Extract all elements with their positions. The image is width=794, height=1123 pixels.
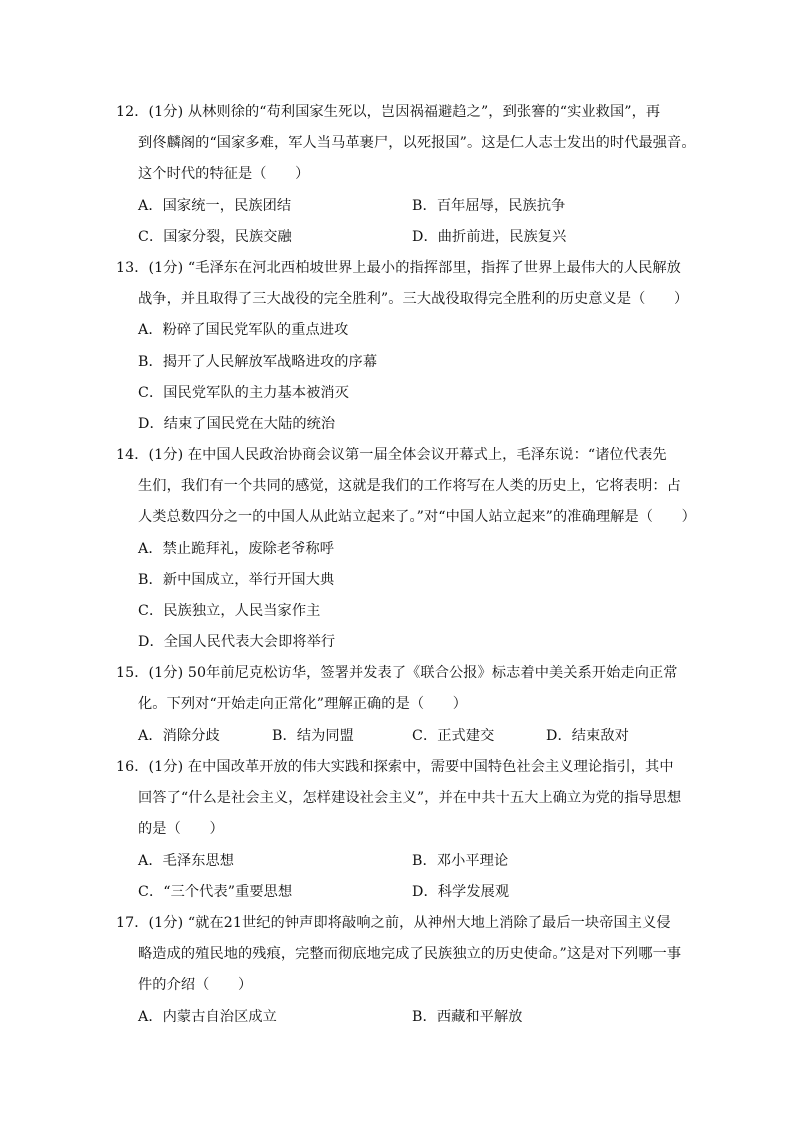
option-b[interactable]: B．新中国成立，举行开国大典 [138, 572, 335, 588]
question-stem-line: 15．(1分) 50年前尼克松访华，签署并发表了《联合公报》标志着中美关系开始走向正常 [116, 665, 678, 681]
option-c[interactable]: C．正式建交 [412, 728, 495, 744]
question-stem-line: 件的介绍（ ） [138, 977, 253, 993]
question-stem-line: 的是（ ） [138, 821, 224, 837]
question-stem-line: 人类总数四分之一的中国人从此站立起来了。”对“中国人站立起来”的准确理解是（ ） [138, 509, 696, 525]
option-a[interactable]: A．消除分歧 [138, 728, 220, 744]
option-c[interactable]: C．民族独立，人民当家作主 [138, 603, 321, 619]
question-stem-line: 17．(1分) “就在21世纪的钟声即将敲响之前，从神州大地上消除了最后一块帝国主义侵 [116, 915, 671, 931]
question-stem-line: 13．(1分) “毛泽东在河北西柏坡世界上最小的指挥部里，指挥了世界上最伟大的人民解放 [116, 260, 681, 276]
question-stem-line: 化。下列对“开始走向正常化”理解正确的是（ ） [138, 696, 468, 712]
option-c[interactable]: C．国家分裂，民族交融 [138, 229, 292, 245]
question-stem-line: 到佟麟阁的“国家多难，军人当马革裹尸，以死报国”。这是仁人志士发出的时代最强音。 [138, 135, 696, 151]
option-a[interactable]: A．毛泽东思想 [138, 853, 235, 869]
option-b[interactable]: B．邓小平理论 [412, 853, 509, 869]
question-stem-line: 略造成的殖民地的残痕，完整而彻底地完成了民族独立的历史使命。”这是对下列哪一事 [138, 946, 682, 962]
question-stem-line: 12．(1分) 从林则徐的“苟利国家生死以，岂因祸福避趋之”，到张謇的“实业救国”，再 [116, 104, 661, 120]
question-stem-line: 14．(1分) 在中国人民政治协商会议第一届全体会议开幕式上，毛泽东说：“诸位代表先 [116, 447, 667, 463]
question-stem-line: 生们，我们有一个共同的感觉，这就是我们的工作将写在人类的历史上，它将表明：占 [138, 478, 681, 494]
question-stem-line: 回答了“什么是社会主义，怎样建设社会主义”，并在中共十五大上确立为党的指导思想 [138, 790, 682, 806]
option-b[interactable]: B．结为同盟 [272, 728, 354, 744]
option-a[interactable]: A．粉碎了国民党军队的重点进攻 [138, 322, 349, 338]
question-stem-line: 这个时代的特征是（ ） [138, 166, 310, 182]
option-b[interactable]: B．百年屈辱，民族抗争 [412, 198, 566, 214]
option-d[interactable]: D．结束了国民党在大陆的统治 [138, 416, 336, 432]
option-b[interactable]: B．西藏和平解放 [412, 1009, 523, 1025]
option-a[interactable]: A．国家统一，民族团结 [138, 198, 292, 214]
option-d[interactable]: D．全国人民代表大会即将举行 [138, 634, 336, 650]
option-b[interactable]: B．揭开了人民解放军战略进攻的序幕 [138, 354, 378, 370]
option-a[interactable]: A．禁止跪拜礼，废除老爷称呼 [138, 541, 335, 557]
option-c[interactable]: C．国民党军队的主力基本被消灭 [138, 385, 349, 401]
option-d[interactable]: D．结束敌对 [546, 728, 629, 744]
option-d[interactable]: D．科学发展观 [412, 884, 510, 900]
question-stem-line: 16．(1分) 在中国改革开放的伟大实践和探索中，需要中国特色社会主义理论指引，其中 [116, 759, 674, 775]
option-c[interactable]: C．“三个代表”重要思想 [138, 884, 293, 900]
option-a[interactable]: A．内蒙古自治区成立 [138, 1009, 277, 1025]
question-stem-line: 战争，并且取得了三大战役的完全胜利”。三大战役取得完全胜利的历史意义是（ ） [138, 291, 689, 307]
option-d[interactable]: D．曲折前进，民族复兴 [412, 229, 567, 245]
